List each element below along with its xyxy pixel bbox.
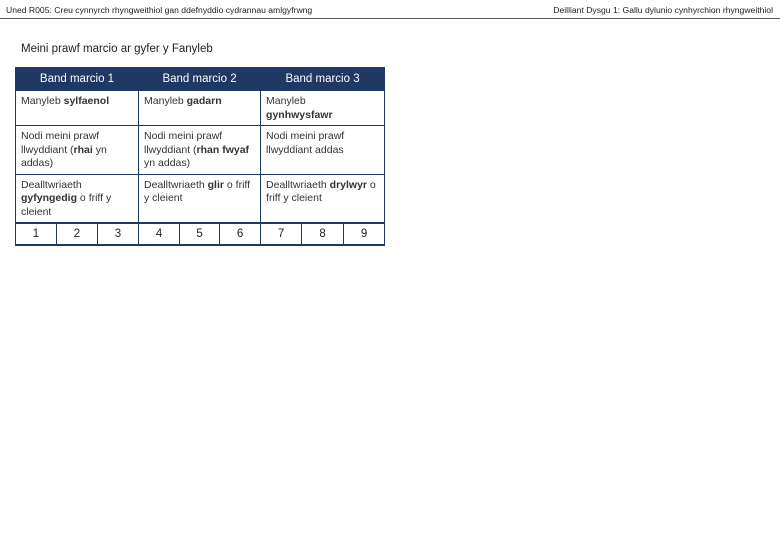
mark-5: 5 [180, 223, 220, 245]
table-row [16, 126, 385, 175]
mark-4: 4 [139, 223, 180, 245]
cell-text: yn addas) [21, 143, 107, 169]
cell-text: Manyleb [266, 95, 306, 107]
band1-specification-cell [16, 91, 139, 126]
band3-specification-cell [261, 91, 385, 126]
cell-text: Nodi meini prawf llwyddiant ( [144, 130, 223, 156]
mark-3: 3 [98, 223, 139, 245]
document-header-left: Uned R005: Creu cynnyrch rhyngweithiol gan ddefnyddio cydrannau amlgyfrwng [6, 5, 313, 15]
band1-success-criteria-cell [16, 126, 139, 175]
cell-text: Dealltwriaeth [21, 178, 82, 191]
cell-text: Manyleb [144, 95, 187, 107]
mark-7: 7 [261, 223, 302, 245]
table-caption: Meini prawf marcio ar gyfer y Fanyleb [21, 43, 213, 55]
table-row [16, 91, 385, 126]
cell-key-term: gadarn [186, 95, 222, 107]
cell-key-term: gynhwysfawr [266, 108, 333, 121]
cell-text: yn addas) [144, 157, 191, 169]
band-header-row [16, 68, 385, 91]
cell-key-term: sylfaenol [63, 95, 110, 107]
cell-text: o friff y cleient [21, 192, 112, 218]
cell-text: Nodi meini prawf llwyddiant ( [21, 130, 100, 156]
band-header-3: Band marcio 3 [261, 68, 385, 91]
header-divider [0, 18, 780, 19]
band3-success-criteria-cell [261, 126, 385, 175]
cell-text: Dealltwriaeth [266, 178, 330, 191]
mark-band-table [15, 67, 385, 246]
band2-specification-cell [139, 91, 261, 126]
cell-text: o friff y cleient [266, 178, 376, 204]
mark-8: 8 [302, 223, 344, 245]
cell-key-term: glir [207, 178, 224, 191]
band-header-2: Band marcio 2 [139, 68, 261, 91]
cell-text: o friff y cleient [144, 178, 251, 204]
table-row [16, 174, 385, 223]
mark-2: 2 [57, 223, 98, 245]
cell-text: Nodi meini prawf llwyddiant addas [266, 130, 345, 156]
band-header-1: Band marcio 1 [16, 68, 139, 91]
mark-6: 6 [220, 223, 261, 245]
document-header-right: Deilliant Dysgu 1: Gallu dylunio cynhyrchion rhyngweithiol [553, 5, 773, 15]
band1-client-brief-cell [16, 174, 139, 223]
mark-number-row [16, 223, 385, 245]
band2-success-criteria-cell [139, 126, 261, 175]
cell-key-term: drylwyr [329, 178, 368, 191]
cell-key-term: rhai [73, 143, 93, 156]
cell-key-term: gyfyngedig [21, 192, 78, 204]
band2-client-brief-cell [139, 174, 261, 223]
mark-9: 9 [344, 223, 385, 245]
cell-text: Dealltwriaeth [144, 178, 208, 191]
cell-key-term: rhan fwyaf [196, 143, 250, 156]
band3-client-brief-cell [261, 174, 385, 223]
mark-1: 1 [16, 223, 57, 245]
cell-text: Manyleb [21, 95, 64, 107]
